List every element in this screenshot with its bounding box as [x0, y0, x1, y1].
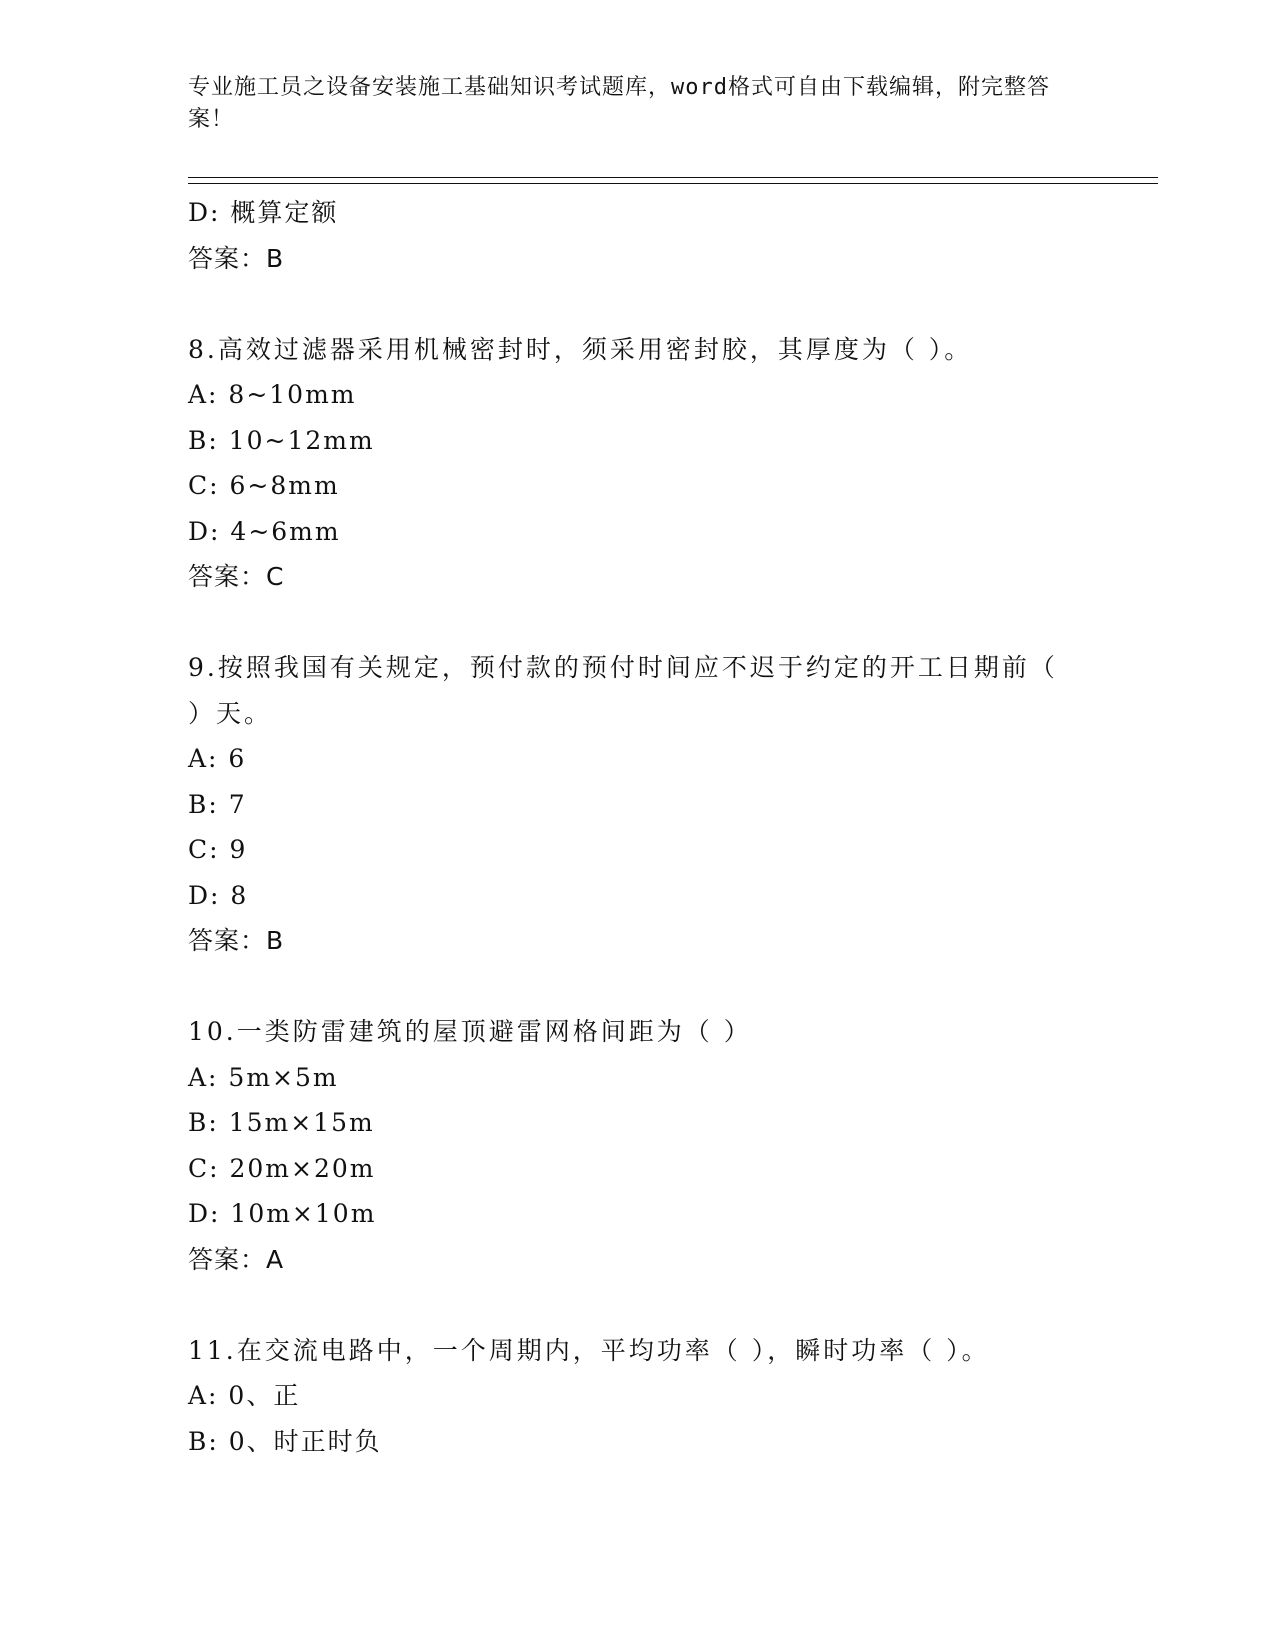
answer: 答案：A: [188, 1244, 285, 1274]
option-c: C: 9: [188, 835, 248, 864]
option-b: B: 0、时正时负: [188, 1426, 382, 1456]
answer: 答案：B: [188, 926, 285, 955]
option-b: B: 10~12mm: [188, 425, 375, 455]
header-text: 专业施工员之设备安装施工基础知识考试题库，word格式可自由下载编辑，附完整答案！: [188, 75, 1050, 132]
option-a: A: 0、正: [188, 1381, 301, 1410]
answer: 答案：C: [188, 562, 285, 591]
option-b: B: 15m×15m: [188, 1108, 375, 1137]
option-c: C: 20m×20m: [188, 1153, 376, 1183]
option-a: A: 8~10mm: [188, 380, 357, 409]
prev-answer: 答案：B: [188, 243, 285, 273]
option-b: B: 7: [188, 789, 247, 819]
question-stem: 11.在交流电路中，一个周期内，平均功率（ ），瞬时功率（ ）。: [188, 1335, 990, 1365]
option-c: C: 6~8mm: [188, 471, 340, 500]
question-11: [188, 1328, 1108, 1465]
prev-option-d: D: 概算定额: [188, 198, 339, 227]
header-rule-top: [188, 177, 1158, 178]
option-a: A: 5m×5m: [188, 1062, 339, 1092]
question-list: [188, 190, 1108, 1464]
option-a: A: 6: [188, 744, 247, 773]
question-8: [188, 327, 1108, 600]
question-stem: 9.按照我国有关规定，预付款的预付时间应不迟于约定的开工日期前（ ）天。: [188, 653, 1058, 728]
question-stem: 10.一类防雷建筑的屋顶避雷网格间距为（ ）: [188, 1017, 752, 1046]
question-10: [188, 1009, 1108, 1282]
option-d: D: 8: [188, 880, 249, 910]
option-d: D: 10m×10m: [188, 1199, 377, 1228]
question-9: [188, 645, 1108, 964]
document-header: [188, 72, 1068, 136]
question-stem: 8.高效过滤器采用机械密封时，须采用密封胶，其厚度为（ ）。: [188, 334, 973, 364]
header-rule-bottom: [188, 183, 1158, 184]
option-d: D: 4~6mm: [188, 516, 341, 546]
